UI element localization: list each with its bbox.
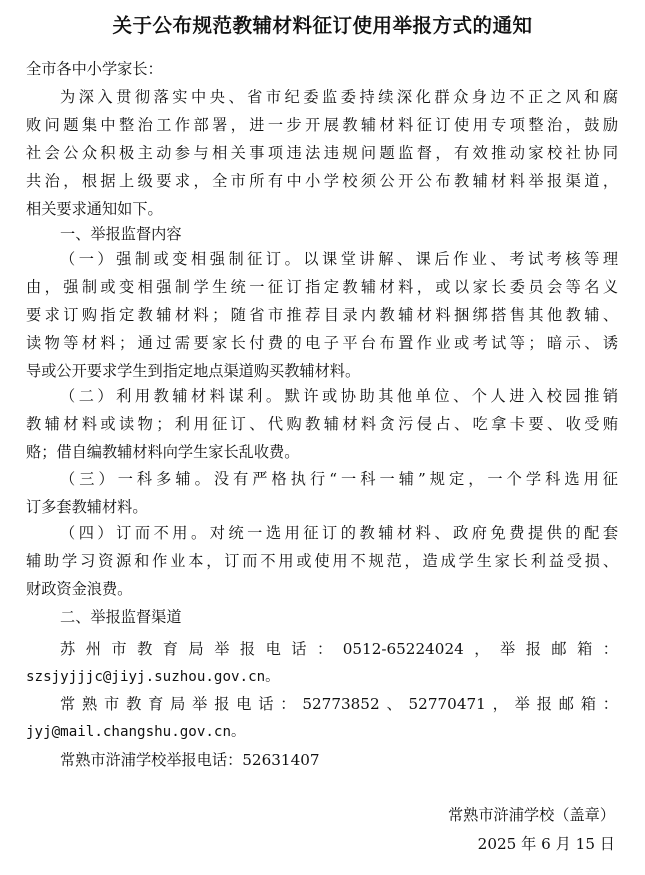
- changshu-email: jyj@mail.changshu.gov.cn。: [26, 724, 246, 740]
- paragraph-line: 败问题集中整治工作部署，进一步开展教辅材料征订使用专项整治，鼓励: [26, 116, 618, 134]
- item-line: 读物等材料；通过需要家长付费的电子平台布置作业或考试等；暗示、诱: [26, 334, 618, 352]
- item-line: （三）一科多辅。没有严格执行“一科一辅”规定，一个学科选用征: [60, 470, 618, 488]
- item-line: 订多套教辅材料。: [26, 498, 148, 516]
- paragraph-line: 共治，根据上级要求，全市所有中小学校须公开公布教辅材料举报渠道，: [26, 172, 618, 190]
- section-heading-2: 二、举报监督渠道: [60, 608, 182, 626]
- signature-date: 2025 年 6 月 15 日: [477, 835, 615, 853]
- item-line: （一）强制或变相强制征订。以课堂讲解、课后作业、考试考核等理: [60, 250, 618, 268]
- suzhou-email: szsjyjjjc@jiyj.suzhou.gov.cn。: [26, 669, 280, 685]
- item-line: （二）利用教辅材料谋利。默许或协助其他单位、个人进入校园推销: [60, 387, 618, 405]
- item-line: 要求订购指定教辅材料；随省市推荐目录内教辅材料捆绑搭售其他教辅、: [26, 306, 618, 324]
- changshu-hotline: 常熟市教育局举报电话：52773852、52770471，举报邮箱：: [60, 695, 618, 713]
- paragraph-line: 相关要求通知如下。: [26, 200, 163, 218]
- item-line: 财政资金浪费。: [26, 580, 133, 598]
- item-line: 教辅材料或读物；利用征订、代购教辅材料贪污侵占、吃拿卡要、收受贿: [26, 415, 618, 433]
- item-line: 赂；借自编教辅材料向学生家长乱收费。: [26, 443, 300, 461]
- item-line: 导或公开要求学生到指定地点渠道购买教辅材料。: [26, 362, 361, 380]
- signature-org: 常熟市浒浦学校（盖章）: [447, 806, 615, 824]
- document-title: 关于公布规范教辅材料征订使用举报方式的通知: [112, 14, 533, 37]
- section-heading-1: 一、举报监督内容: [60, 225, 182, 243]
- paragraph-line: 社会公众积极主动参与相关事项违法违规问题监督，有效推动家校社协同: [26, 144, 618, 162]
- item-line: 辅助学习资源和作业本，订而不用或使用不规范，造成学生家长利益受损、: [26, 552, 618, 570]
- item-line: （四）订而不用。对统一选用征订的教辅材料、政府免费提供的配套: [60, 524, 618, 542]
- paragraph-line: 为深入贯彻落实中央、省市纪委监委持续深化群众身边不正之风和腐: [60, 88, 618, 106]
- suzhou-hotline: 苏州市教育局举报电话：0512-65224024，举报邮箱：: [60, 640, 618, 658]
- item-line: 由，强制或变相强制学生统一征订指定教辅材料，或以家长委员会等名义: [26, 278, 618, 296]
- salutation: 全市各中小学家长：: [26, 60, 163, 78]
- school-hotline: 常熟市浒浦学校举报电话：52631407: [60, 751, 320, 769]
